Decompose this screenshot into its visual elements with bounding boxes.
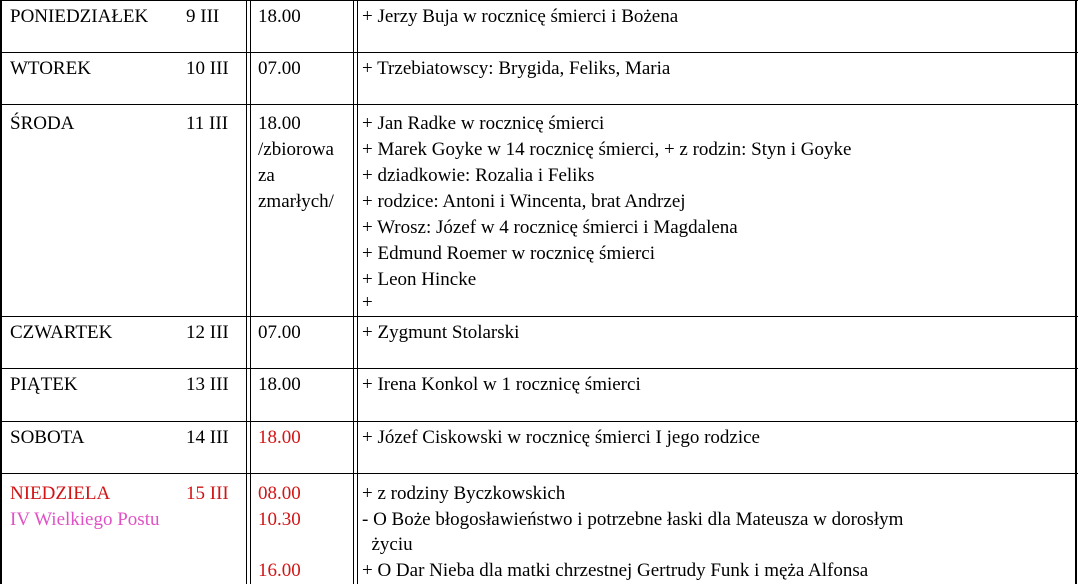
- row-divider: [0, 473, 1078, 474]
- mass-intention: + Leon Hincke: [362, 269, 477, 290]
- day-name: PONIEDZIAŁEK: [10, 6, 149, 27]
- mass-time-line: 18.00: [258, 113, 301, 134]
- row-divider: [0, 368, 1078, 369]
- mass-intention: + Wrosz: Józef w 4 rocznicę śmierci i Magdalena: [362, 217, 738, 238]
- mass-time-line: za: [258, 165, 275, 186]
- mass-time: 07.00: [258, 322, 301, 343]
- row-divider: [0, 421, 1078, 422]
- row-divider: [0, 0, 1078, 1]
- mass-intention: + Marek Goyke w 14 rocznicę śmierci, + z rodzin: Styn i Goyke: [362, 139, 852, 160]
- mass-intention: + Jerzy Buja w rocznicę śmierci i Bożena: [362, 6, 679, 27]
- mass-time: 07.00: [258, 58, 301, 79]
- table-border-left: [0, 0, 2, 584]
- column-divider: [357, 0, 358, 584]
- mass-intention: + dziadkowie: Rozalia i Feliks: [362, 165, 595, 186]
- day-date: 14 III: [186, 427, 229, 448]
- column-divider: [246, 0, 247, 584]
- day-name: PIĄTEK: [10, 374, 78, 395]
- mass-time: [258, 111, 334, 215]
- mass-intention: + Edmund Roemer w rocznicę śmierci: [362, 243, 655, 264]
- liturgical-subtitle: IV Wielkiego Postu: [10, 509, 160, 530]
- row-divider: [0, 104, 1078, 105]
- column-divider: [250, 0, 251, 584]
- day-name: ŚRODA: [10, 113, 75, 134]
- mass-intention: + Trzebiatowscy: Brygida, Feliks, Maria: [362, 58, 671, 79]
- day-date: 11 III: [186, 113, 229, 134]
- mass-time: 16.00: [258, 560, 301, 581]
- mass-intention: +: [362, 292, 373, 313]
- mass-time: 18.00: [258, 374, 301, 395]
- day-date: 10 III: [186, 58, 229, 79]
- day-date: 12 III: [186, 322, 229, 343]
- day-date: 15 III: [186, 483, 229, 504]
- mass-time-line: zmarłych/: [258, 191, 334, 212]
- row-divider: [0, 316, 1078, 317]
- day-name: CZWARTEK: [10, 322, 113, 343]
- column-divider: [353, 0, 354, 584]
- mass-intention: + Jan Radke w rocznicę śmierci: [362, 113, 605, 134]
- mass-time: 18.00: [258, 6, 301, 27]
- mass-time: 18.00: [258, 427, 301, 448]
- mass-intention: + rodzice: Antoni i Wincenta, brat Andrzej: [362, 191, 686, 212]
- mass-intention: życiu: [362, 534, 413, 555]
- day-date: 13 III: [186, 374, 229, 395]
- mass-time-line: /zbiorowa: [258, 139, 334, 160]
- mass-intention: + O Dar Nieba dla matki chrzestnej Gertrudy Funk i męża Alfonsa: [362, 560, 869, 581]
- mass-intention: + z rodziny Byczkowskich: [362, 483, 566, 504]
- table-border-right: [1075, 0, 1077, 584]
- mass-time: 10.30: [258, 509, 301, 530]
- mass-intention: - O Boże błogosławieństwo i potrzebne łaski dla Mateusza w dorosłym: [362, 509, 904, 530]
- mass-intention: + Józef Ciskowski w rocznicę śmierci I jego rodzice: [362, 427, 760, 448]
- day-name: WTOREK: [10, 58, 91, 79]
- day-date: 9 III: [186, 6, 220, 27]
- row-divider: [0, 52, 1078, 53]
- mass-time: 08.00: [258, 483, 301, 504]
- day-name: SOBOTA: [10, 427, 85, 448]
- mass-intention: + Irena Konkol w 1 rocznicę śmierci: [362, 374, 641, 395]
- day-name: NIEDZIELA: [10, 483, 111, 504]
- mass-intention: + Zygmunt Stolarski: [362, 322, 520, 343]
